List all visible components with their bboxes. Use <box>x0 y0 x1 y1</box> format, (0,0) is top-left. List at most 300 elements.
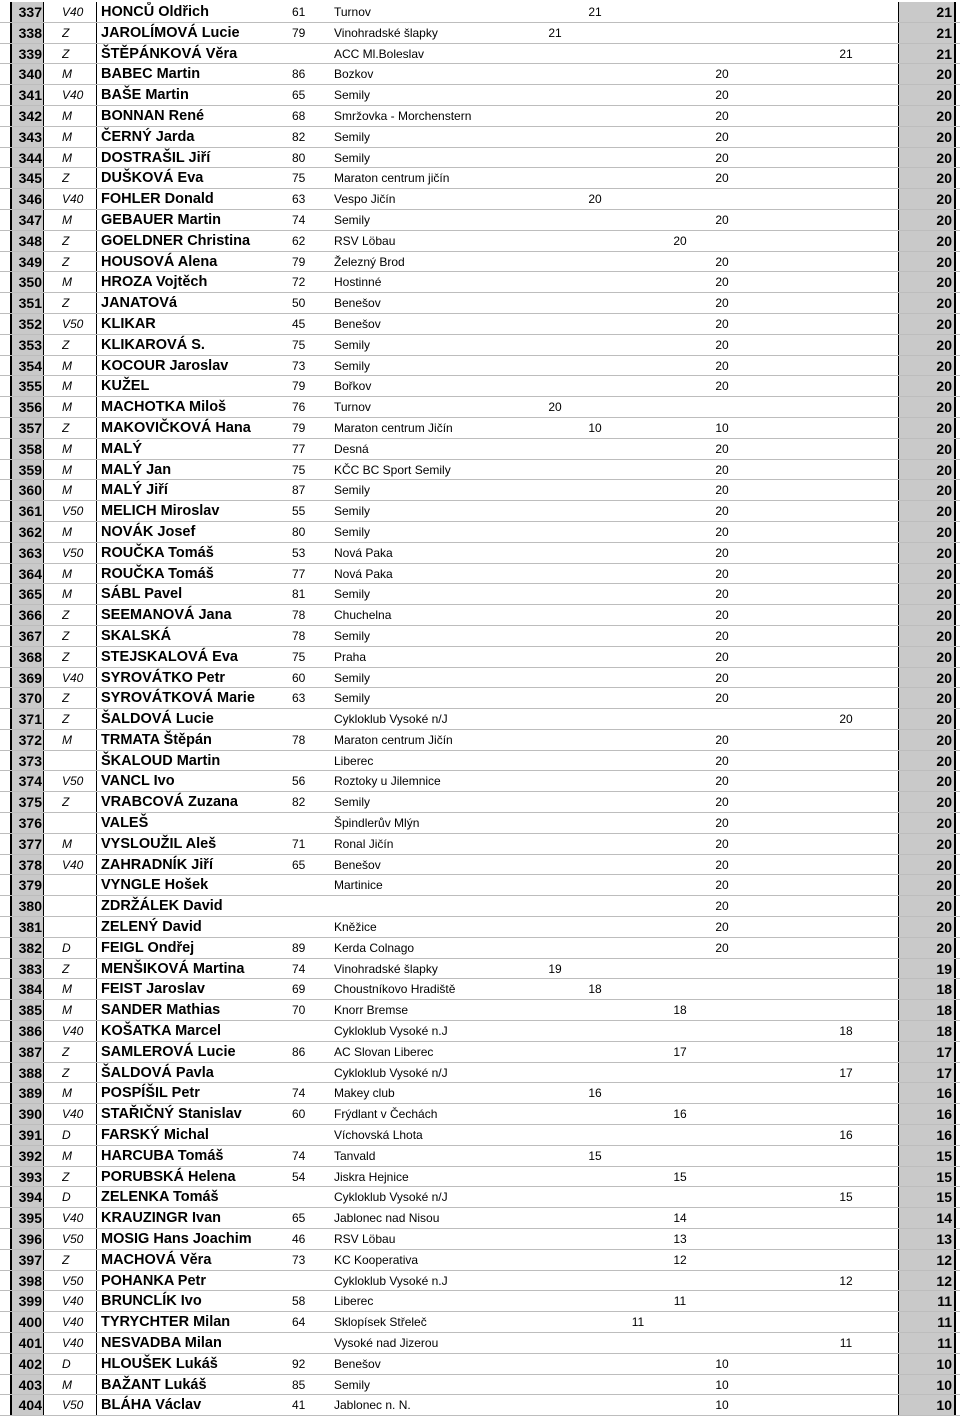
table-row <box>0 751 960 772</box>
year-cell: 75 <box>292 171 306 186</box>
race-1-points <box>540 210 570 230</box>
race-2-points <box>580 855 610 875</box>
club-cell: Bozkov <box>334 67 374 82</box>
race-6-points: 11 <box>839 1336 853 1350</box>
year-cell: 56 <box>292 774 306 789</box>
total-points: 11 <box>898 1312 956 1332</box>
year-cell: 55 <box>292 504 306 519</box>
name-cell: ZAHRADNÍK Jiří <box>96 855 267 875</box>
year-cell: 73 <box>292 1252 306 1267</box>
year-cell <box>292 44 322 64</box>
race-4-points <box>665 397 695 417</box>
race-3-points <box>623 875 653 895</box>
race-5-points: 20 <box>715 878 729 893</box>
race-3-points <box>623 813 653 833</box>
race-6-points <box>831 480 861 500</box>
race-4-points <box>665 168 695 188</box>
race-4-points <box>665 376 695 396</box>
race-4-points <box>665 813 695 833</box>
race-5-points: 20 <box>715 732 729 747</box>
race-6-points <box>831 1229 861 1249</box>
category-cell: V50 <box>62 504 84 519</box>
race-3-points <box>623 148 653 168</box>
total-points: 20 <box>898 293 956 313</box>
name-cell: JANATOVá <box>96 293 267 313</box>
total-points: 11 <box>898 1291 956 1311</box>
table-row <box>0 959 960 980</box>
total-points: 20 <box>898 272 956 292</box>
race-4-points <box>665 1375 695 1395</box>
race-2-points <box>580 834 610 854</box>
category-cell: M <box>62 587 72 602</box>
club-cell: ACC Ml.Boleslav <box>334 46 425 61</box>
race-2-points <box>580 1395 610 1415</box>
category-cell: D <box>62 1356 71 1371</box>
race-2-points <box>580 439 610 459</box>
race-6-points <box>831 2 861 22</box>
club-cell: Vysoké nad Jizerou <box>334 1336 439 1350</box>
category-cell <box>62 813 94 833</box>
name-cell: POHANKA Petr <box>96 1271 267 1291</box>
category-cell: Z <box>62 628 70 643</box>
table-row <box>0 335 960 356</box>
table-row <box>0 522 960 543</box>
club-cell: Sklopísek Střeleč <box>334 1315 427 1330</box>
year-cell: 71 <box>292 836 306 851</box>
race-3-points <box>623 64 653 84</box>
total-points: 20 <box>898 314 956 334</box>
race-6-points <box>831 397 861 417</box>
category-cell: Z <box>62 1044 70 1059</box>
race-3-points <box>623 314 653 334</box>
race-6-points <box>831 1000 861 1020</box>
rank-cell: 357 <box>10 418 44 438</box>
race-3-points: 11 <box>631 1315 645 1330</box>
year-cell: 75 <box>292 649 306 664</box>
race-2-points <box>580 792 610 812</box>
rank-cell: 354 <box>10 356 44 376</box>
race-6-points <box>831 834 861 854</box>
race-2-points <box>580 709 610 729</box>
race-5-points <box>707 959 737 979</box>
year-cell: 80 <box>292 150 306 165</box>
club-cell: Benešov <box>334 857 381 872</box>
race-4-points <box>665 1125 695 1145</box>
category-cell: Z <box>62 649 70 664</box>
race-2-points <box>580 1208 610 1228</box>
total-points: 21 <box>898 23 956 43</box>
total-points: 20 <box>898 85 956 105</box>
total-points: 20 <box>898 855 956 875</box>
category-cell: Z <box>62 795 70 810</box>
rank-cell: 379 <box>10 875 44 895</box>
race-1-points <box>540 730 570 750</box>
total-points: 20 <box>898 584 956 604</box>
race-6-points <box>831 1395 861 1415</box>
table-row <box>0 1187 960 1208</box>
race-1-points <box>540 855 570 875</box>
race-4-points <box>665 272 695 292</box>
rank-cell: 385 <box>10 1000 44 1020</box>
race-5-points <box>707 1000 737 1020</box>
race-1-points <box>540 1125 570 1145</box>
race-4-points <box>665 1021 695 1041</box>
race-4-points <box>665 127 695 147</box>
category-cell: V40 <box>62 88 84 103</box>
race-6-points <box>831 64 861 84</box>
race-1-points <box>540 688 570 708</box>
table-row <box>0 314 960 335</box>
total-points: 15 <box>898 1167 956 1187</box>
table-row <box>0 1291 960 1312</box>
race-4-points <box>665 1063 695 1083</box>
club-cell: Maraton centrum jičín <box>334 171 450 186</box>
total-points: 20 <box>898 64 956 84</box>
club-cell: Semily <box>334 129 371 144</box>
name-cell: ŠKALOUD Martin <box>96 751 267 771</box>
year-cell: 92 <box>292 1356 306 1371</box>
year-cell: 75 <box>292 337 306 352</box>
table-row <box>0 168 960 189</box>
category-cell: M <box>62 462 72 477</box>
category-cell: M <box>62 483 72 498</box>
name-cell: HOUSOVÁ Alena <box>96 252 267 272</box>
club-cell: RSV Löbau <box>334 1232 396 1247</box>
race-5-points: 10 <box>715 420 729 435</box>
race-1-points <box>540 917 570 937</box>
rank-cell: 371 <box>10 709 44 729</box>
race-4-points <box>665 439 695 459</box>
race-2-points <box>580 1104 610 1124</box>
race-2-points <box>580 231 610 251</box>
rank-cell: 398 <box>10 1271 44 1291</box>
total-points: 18 <box>898 1000 956 1020</box>
total-points: 16 <box>898 1083 956 1103</box>
table-row <box>0 1333 960 1354</box>
table-row <box>0 1146 960 1167</box>
race-4-points <box>665 44 695 64</box>
name-cell: BAŠE Martin <box>96 85 267 105</box>
race-2-points <box>580 64 610 84</box>
race-6-points <box>831 106 861 126</box>
rank-cell: 366 <box>10 605 44 625</box>
table-row <box>0 231 960 252</box>
race-4-points <box>665 938 695 958</box>
race-4-points <box>665 1333 695 1353</box>
race-6-points <box>831 896 861 916</box>
year-cell: 50 <box>292 296 306 311</box>
race-5-points: 20 <box>715 483 729 498</box>
total-points: 20 <box>898 626 956 646</box>
rank-cell: 356 <box>10 397 44 417</box>
club-cell: Cykloklub Vysoké n.J <box>334 1024 448 1039</box>
race-6-points <box>831 439 861 459</box>
total-points: 15 <box>898 1146 956 1166</box>
race-3-points <box>623 1375 653 1395</box>
race-5-points: 20 <box>715 108 729 123</box>
category-cell: M <box>62 358 72 373</box>
name-cell: KOCOUR Jaroslav <box>96 356 267 376</box>
race-2-points <box>580 938 610 958</box>
name-cell: POSPÍŠIL Petr <box>96 1083 267 1103</box>
club-cell: Vespo Jičín <box>334 192 396 207</box>
race-2-points <box>580 168 610 188</box>
race-3-points <box>623 730 653 750</box>
race-4-points <box>665 480 695 500</box>
race-4-points: 13 <box>673 1232 687 1247</box>
race-6-points <box>831 127 861 147</box>
name-cell: VYNGLE Hošek <box>96 875 267 895</box>
race-6-points <box>831 688 861 708</box>
rank-cell: 365 <box>10 584 44 604</box>
race-3-points <box>623 647 653 667</box>
total-points: 10 <box>898 1354 956 1374</box>
race-1-points <box>540 1187 570 1207</box>
race-5-points: 20 <box>715 379 729 394</box>
category-cell: Z <box>62 25 70 40</box>
race-4-points: 18 <box>673 1003 687 1018</box>
race-3-points <box>623 168 653 188</box>
club-cell: Víchovská Lhota <box>334 1128 423 1143</box>
race-1-points <box>540 252 570 272</box>
race-5-points: 20 <box>715 608 729 623</box>
race-3-points <box>623 480 653 500</box>
category-cell: Z <box>62 712 70 727</box>
race-3-points <box>623 522 653 542</box>
race-6-points: 12 <box>839 1273 853 1288</box>
total-points: 20 <box>898 771 956 791</box>
total-points: 16 <box>898 1125 956 1145</box>
race-3-points <box>623 1250 653 1270</box>
race-1-points <box>540 356 570 376</box>
rank-cell: 384 <box>10 979 44 999</box>
table-row <box>0 272 960 293</box>
club-cell: Vinohradské šlapky <box>334 961 438 976</box>
name-cell: ROUČKA Tomáš <box>96 564 267 584</box>
race-5-points: 20 <box>715 441 729 456</box>
race-2-points <box>580 335 610 355</box>
rank-cell: 390 <box>10 1104 44 1124</box>
race-2-points <box>580 397 610 417</box>
race-5-points: 20 <box>715 774 729 789</box>
category-cell: M <box>62 566 72 581</box>
category-cell: Z <box>62 420 70 435</box>
race-2-points <box>580 376 610 396</box>
year-cell: 87 <box>292 483 306 498</box>
race-3-points <box>623 1063 653 1083</box>
total-points: 20 <box>898 605 956 625</box>
race-5-points: 20 <box>715 88 729 103</box>
race-6-points <box>831 501 861 521</box>
club-cell: Cykloklub Vysoké n/J <box>334 1190 448 1205</box>
year-cell: 69 <box>292 982 306 997</box>
year-cell <box>292 875 322 895</box>
club-cell: Maraton centrum Jičín <box>334 420 453 435</box>
category-cell: M <box>62 379 72 394</box>
club-cell: Maraton centrum Jičín <box>334 732 453 747</box>
race-1-points <box>540 522 570 542</box>
total-points: 20 <box>898 564 956 584</box>
table-row <box>0 356 960 377</box>
club-cell: Cykloklub Vysoké n.J <box>334 1273 448 1288</box>
race-2-points: 10 <box>588 420 602 435</box>
race-3-points <box>623 1042 653 1062</box>
name-cell: ZELENÝ David <box>96 917 267 937</box>
race-1-points <box>540 1375 570 1395</box>
race-2-points <box>580 751 610 771</box>
rank-cell: 360 <box>10 480 44 500</box>
rank-cell: 374 <box>10 771 44 791</box>
race-1-points <box>540 44 570 64</box>
total-points: 20 <box>898 938 956 958</box>
rank-cell: 394 <box>10 1187 44 1207</box>
year-cell: 61 <box>292 5 306 19</box>
category-cell: Z <box>62 1252 70 1267</box>
race-3-points <box>623 231 653 251</box>
race-4-points: 17 <box>673 1044 687 1059</box>
club-cell: Semily <box>334 150 371 165</box>
year-cell <box>292 896 322 916</box>
race-3-points <box>623 106 653 126</box>
club-cell: Semily <box>334 691 371 706</box>
race-2-points <box>580 959 610 979</box>
race-2-points: 18 <box>588 982 602 997</box>
race-1-points <box>540 875 570 895</box>
race-6-points <box>831 1104 861 1124</box>
table-row <box>0 564 960 585</box>
race-2-points <box>580 210 610 230</box>
rank-cell: 372 <box>10 730 44 750</box>
race-2-points <box>580 1312 610 1332</box>
race-1-points <box>540 376 570 396</box>
race-2-points: 15 <box>588 1148 602 1163</box>
club-cell: Tanvald <box>334 1148 376 1163</box>
rank-cell: 399 <box>10 1291 44 1311</box>
club-cell: Semily <box>334 587 371 602</box>
race-6-points <box>831 771 861 791</box>
total-points: 13 <box>898 1229 956 1249</box>
year-cell: 79 <box>292 379 306 394</box>
race-6-points <box>831 1167 861 1187</box>
race-5-points <box>707 1167 737 1187</box>
race-1-points <box>540 626 570 646</box>
table-row <box>0 64 960 85</box>
race-3-points <box>623 252 653 272</box>
race-4-points <box>665 855 695 875</box>
year-cell: 82 <box>292 129 306 144</box>
table-row <box>0 543 960 564</box>
race-3-points <box>623 1146 653 1166</box>
table-row <box>0 23 960 44</box>
category-cell: V40 <box>62 1315 84 1330</box>
year-cell <box>292 1021 322 1041</box>
name-cell: KLIKAR <box>96 314 267 334</box>
category-cell: M <box>62 1377 72 1392</box>
race-2-points <box>580 1063 610 1083</box>
race-3-points <box>623 210 653 230</box>
name-cell: VALEŠ <box>96 813 267 833</box>
race-3-points <box>623 626 653 646</box>
year-cell <box>292 1333 322 1353</box>
name-cell: SÁBL Pavel <box>96 584 267 604</box>
name-cell: MALÝ Jiří <box>96 480 267 500</box>
race-2-points <box>580 85 610 105</box>
race-5-points: 20 <box>715 212 729 227</box>
rank-cell: 341 <box>10 85 44 105</box>
race-5-points: 20 <box>715 358 729 373</box>
rank-cell: 339 <box>10 44 44 64</box>
club-cell: Semily <box>334 337 371 352</box>
race-5-points <box>707 1291 737 1311</box>
race-5-points: 20 <box>715 524 729 539</box>
club-cell: Semily <box>334 524 371 539</box>
race-3-points <box>623 44 653 64</box>
category-cell: Z <box>62 46 70 61</box>
race-5-points: 20 <box>715 691 729 706</box>
rank-cell: 364 <box>10 564 44 584</box>
race-5-points: 10 <box>715 1356 729 1371</box>
race-6-points <box>831 875 861 895</box>
name-cell: ZDRŽÁLEK David <box>96 896 267 916</box>
year-cell: 53 <box>292 545 306 560</box>
race-2-points <box>580 252 610 272</box>
total-points: 14 <box>898 1208 956 1228</box>
race-3-points <box>623 356 653 376</box>
race-4-points <box>665 1395 695 1415</box>
race-2-points: 21 <box>588 5 602 19</box>
category-cell: V40 <box>62 1024 84 1039</box>
table-row <box>0 189 960 210</box>
name-cell: MALÝ Jan <box>96 460 267 480</box>
race-2-points <box>580 1333 610 1353</box>
race-6-points <box>831 356 861 376</box>
rank-cell: 386 <box>10 1021 44 1041</box>
race-2-points <box>580 875 610 895</box>
total-points: 20 <box>898 896 956 916</box>
name-cell: HLOUŠEK Lukáš <box>96 1354 267 1374</box>
club-cell: Semily <box>334 795 371 810</box>
race-5-points: 20 <box>715 545 729 560</box>
name-cell: TYRYCHTER Milan <box>96 1312 267 1332</box>
total-points: 16 <box>898 1104 956 1124</box>
race-5-points <box>707 1063 737 1083</box>
race-6-points <box>831 730 861 750</box>
race-2-points <box>580 605 610 625</box>
category-cell: M <box>62 212 72 227</box>
year-cell <box>292 751 322 771</box>
club-cell: Benešov <box>334 1356 381 1371</box>
race-1-points <box>540 1104 570 1124</box>
table-row <box>0 1125 960 1146</box>
race-5-points: 20 <box>715 816 729 831</box>
race-1-points: 19 <box>548 961 562 976</box>
club-cell: Nová Paka <box>334 545 393 560</box>
race-4-points <box>665 356 695 376</box>
rank-cell: 377 <box>10 834 44 854</box>
year-cell: 78 <box>292 608 306 623</box>
name-cell: BONNAN René <box>96 106 267 126</box>
table-row <box>0 439 960 460</box>
name-cell: VYSLOUŽIL Aleš <box>96 834 267 854</box>
rank-cell: 344 <box>10 148 44 168</box>
race-3-points <box>623 460 653 480</box>
rank-cell: 337 <box>10 2 44 22</box>
total-points: 20 <box>898 688 956 708</box>
name-cell: KOŠATKA Marcel <box>96 1021 267 1041</box>
race-1-points <box>540 709 570 729</box>
race-3-points <box>623 605 653 625</box>
category-cell: V40 <box>62 5 84 19</box>
